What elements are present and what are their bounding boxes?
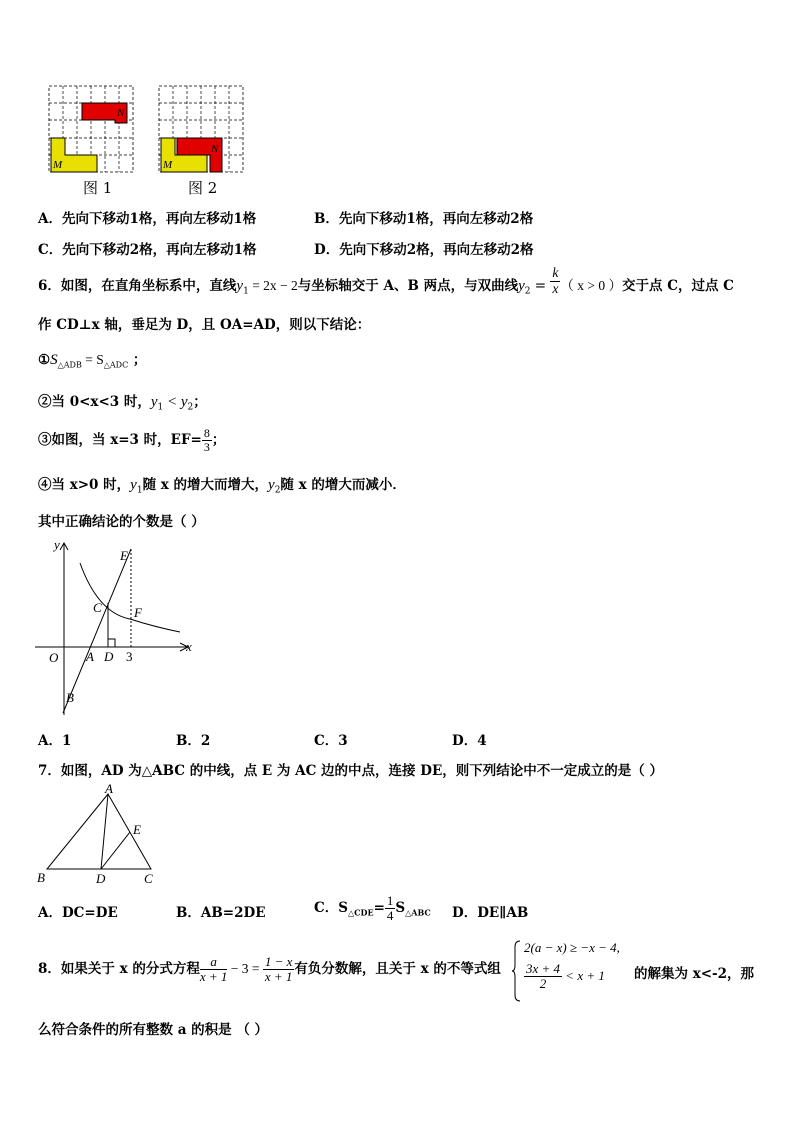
brace-icon (512, 939, 522, 1003)
q6-conclusion-3: ③如图，当 x=3 时，EF= $\frac{8}{3}$ ； (38, 425, 226, 454)
q7-figure (34, 782, 160, 888)
q7-option-d: D．DE∥AB (452, 905, 529, 921)
q8-stem-line1-end: 的解集为 x<-2，那 (634, 966, 755, 982)
letter-m-fig2: M (163, 159, 173, 171)
letter-n-fig1: N (117, 107, 125, 119)
svg-text:B: B (37, 870, 45, 885)
q6-option-a: A．1 (38, 733, 72, 749)
grid-figures (45, 84, 245, 176)
q7-option-b: B．AB=2DE (176, 905, 266, 921)
letter-m-fig1: M (53, 159, 63, 171)
svg-text:x: x (186, 639, 192, 654)
q6-question: 其中正确结论的个数是（ ） (38, 514, 205, 530)
fig1-caption: 图 1 (83, 179, 113, 197)
letter-n-fig2: N (211, 143, 219, 155)
grid-figure-1 (49, 86, 133, 172)
svg-text:D: D (104, 649, 114, 664)
q6-conclusion-2: ②当 0<x<3 时，$y_1 < y_2$； (38, 394, 207, 413)
q6-option-d: D．4 (452, 733, 487, 749)
q5-option-d: D．先向下移动2格，再向左移动2格 (314, 242, 534, 258)
q6-figure (30, 535, 200, 720)
q6-option-b: B．2 (176, 733, 211, 749)
svg-text:O: O (49, 650, 59, 665)
q8-inequality-2: $\frac{3x + 4}{2}$ < x + 1 (526, 961, 605, 992)
q6-stem-line1: 6．如图，在直角坐标系中，直线$y_1 = 2x - 2$与坐标轴交于 A、B 两点，与双曲线$y_2$ = $\frac{k}{x}$ （ x > 0 ）交于点 C，过点 C (38, 265, 734, 297)
fig2-caption: 图 2 (188, 179, 218, 197)
grid-figure-2 (159, 86, 243, 172)
q6-option-c: C．3 (314, 733, 348, 749)
q5-option-a: A．先向下移动1格，再向左移动1格 (38, 211, 257, 227)
q7-option-a: A．DC=DE (38, 905, 118, 921)
svg-text:D: D (96, 871, 106, 886)
q6-conclusion-1: $①S_{\triangle ADB} = S_{\triangle ADC}$ ； (38, 352, 147, 370)
q5-option-b: B．先向下移动1格，再向左移动2格 (314, 211, 534, 227)
q6-stem-line2: 作 CD⊥x 轴，垂足为 D，且 OA=AD，则以下结论： (38, 317, 371, 333)
svg-text:A: A (105, 782, 113, 796)
svg-text:C: C (93, 600, 102, 615)
q8-stem-line1: 8．如果关于 x 的分式方程 $\frac{a}{x + 1}$ − 3 = $\frac{1 - x}{x + 1}$ 有负分数解，且关于 x 的不等式组 (38, 953, 501, 984)
q8-inequality-1: 2(a − x) ≥ −x − 4, (524, 940, 620, 955)
svg-text:E: E (120, 548, 128, 563)
q7-stem: 7．如图，AD 为△ABC 的中线，点 E 为 AC 边的中点，连接 DE，则下列结论中不一定成立的是（ ） (38, 763, 663, 779)
svg-text:y: y (54, 537, 60, 552)
svg-text:F: F (134, 605, 142, 620)
q5-option-c: C．先向下移动2格，再向左移动1格 (38, 242, 257, 258)
svg-text:3: 3 (126, 649, 133, 664)
q7-option-c: C．$S_{\triangle CDE}=$ $\frac{1}{4}$ $S_{\triangle ABC}$ (314, 892, 431, 923)
svg-text:A: A (86, 649, 94, 664)
svg-text:C: C (144, 871, 153, 886)
q8-stem-line2: 么符合条件的所有整数 a 的积是 （ ） (38, 1022, 269, 1038)
svg-text:E: E (133, 822, 141, 837)
svg-text:B: B (66, 690, 74, 705)
q6-conclusion-4: ④当 x>0 时，$y_1$随 x 的增大而增大，$y_2$随 x 的增大而减小． (38, 477, 406, 496)
